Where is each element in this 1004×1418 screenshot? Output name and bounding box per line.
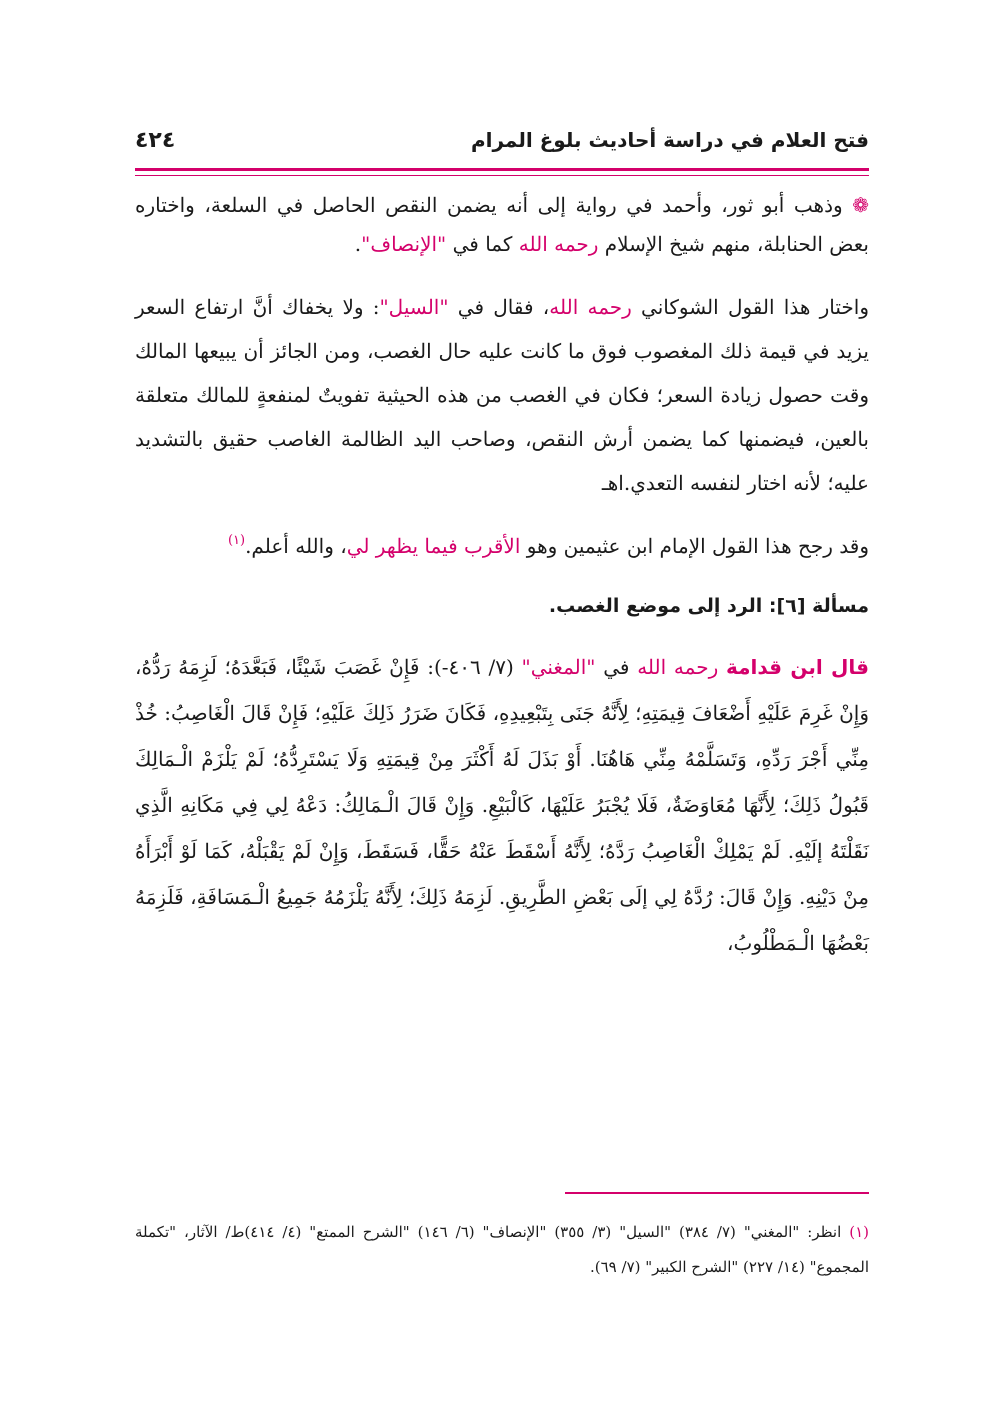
speaker-name: قال ابن قدامة	[725, 655, 870, 679]
issue-title: الرد إلى موضع الغصب.	[548, 595, 763, 617]
honorific: رحمه الله	[549, 295, 632, 319]
paragraph-text: وقد رجح هذا القول الإمام ابن عثيمين وهو	[526, 534, 869, 558]
main-text	[135, 186, 869, 966]
honorific: رحمه الله	[637, 655, 719, 679]
quoted-text: : فَإِنْ غَصَبَ شَيْئًا، فَبَعَّدَهُ؛ لَزِمَهُ رَدُّهُ، وَإِنْ غَرِمَ عَلَيْهِ أَضْعَافَ قِيمَتِهِ؛ لِأَنَّهُ جَنَى بِتَبْعِيدِهِ، فَكَانَ ضَرَرُ ذَلِكَ عَلَيْهِ؛ فَإِنْ قَالَ الْغَاصِبُ: خُذْ مِنِّي أَجْرَ رَدِّهِ، وَتَسَلَّمْهُ مِنِّي هَاهُنَا. أَوْ بَذَلَ لَهُ أَكْثَرَ مِنْ قِيمَتِهِ وَلَا يَسْتَرِدُّهُ؛ لَمْ يَلْزَمْ الْـمَالِكَ قَبُولُ ذَلِكَ؛ لِأَنَّهَا مُعَاوَضَةٌ، فَلَا يُجْبَرُ عَلَيْهَا، كَالْبَيْعِ. وَإِنْ قَالَ الْـمَالِكُ: دَعْهُ لِي فِي مَكَانِهِ الَّذِي نَقَلْتَهُ إلَيْهِ. لَمْ يَمْلِكْ الْغَاصِبُ رَدَّهُ؛ لِأَنَّهُ أَسْقَطَ عَنْهُ حَقًّا، فَسَقَطَ، وَإِنْ لَمْ يَقْبَلْهُ، كَمَا لَوْ أَبْرَأَهُ مِنْ دَيْنِهِ. وَإِنْ قَالَ: رُدَّهُ لِي إلَى بَعْضِ الطَّرِيقِ. لَزِمَهُ ذَلِكَ؛ لِأَنَّهُ يَلْزَمُهُ جَمِيعُ الْـمَسَافَةِ، فَلَزِمَهُ بَعْضُهَا الْـمَطْلُوبُ،	[135, 655, 869, 955]
running-header	[135, 128, 869, 168]
paragraph-text: كما في	[452, 232, 513, 256]
citation: (٧/ ٤٠٦-)	[433, 655, 514, 679]
paragraph-1	[135, 186, 869, 264]
paragraph-text: ، فقال في	[457, 295, 550, 319]
paragraph-text: : ولا يخفاك أنَّ ارتفاع السعر يزيد في قيمة ذلك المغصوب فوق ما كانت عليه حال الغصب، ومن الجائز أن يبيعها المالك وقت حصول زيادة السعر؛ فكان في الغصب من هذه الحيثية تفويتٌ لمنفعةٍ للمالك متعلقة بالعين، فيضمنها كما يضمن أرش النقص، وصاحب اليد الظالمة الغاصب حقيق بالتشديد عليه؛ لأنه اختار لنفسه التعدي.اهـ	[135, 295, 869, 495]
paragraph-3	[135, 521, 869, 566]
footnote-number: (١)	[849, 1223, 869, 1241]
header-rule	[135, 168, 869, 171]
footnote-marker[interactable]: (١)	[227, 533, 246, 548]
highlighted-phrase: الأقرب فيما يظهر لي	[346, 534, 521, 558]
paragraph-2	[135, 285, 869, 505]
paragraph-4	[135, 644, 869, 966]
header-rule-thin	[135, 175, 869, 176]
issue-label: مسألة [٦]:	[768, 595, 869, 617]
reference-title: "المغني"	[521, 655, 596, 679]
paragraph-text: وذهب أبو ثور، وأحمد في رواية إلى أنه يضمن النقص الحاصل في السلعة، واختاره بعض الحنابلة، منهم شيخ الإسلام	[135, 193, 869, 256]
book-title: فتح العلام في دراسة أحاديث بلوغ المرام	[470, 128, 869, 152]
footnote-text: انظر: "المغني" (٧/ ٣٨٤) "السيل" (٣/ ٣٥٥) "الإنصاف" (٦/ ١٤٦) "الشرح الممتع" (٤/ ٤١٤)ط/ الآثار، "تكملة المجموع" (١٤/ ٢٢٧) "الشرح الكبير" (٧/ ٦٩).	[135, 1223, 869, 1276]
footnote	[135, 1215, 869, 1285]
footnote-rule	[565, 1192, 869, 1194]
page-number: ٤٢٤	[135, 128, 176, 153]
reference-title: "الإنصاف"	[361, 232, 447, 256]
paragraph-text: ، والله أعلم.	[245, 534, 347, 558]
flower-ornament-icon: ❁	[852, 193, 870, 217]
reference-title: "السيل"	[379, 295, 449, 319]
paragraph-text: واختار هذا القول الشوكاني	[641, 295, 869, 319]
issue-heading	[135, 586, 869, 626]
punctuation: .	[354, 232, 362, 256]
paragraph-text: في	[603, 655, 630, 679]
honorific: رحمه الله	[518, 232, 599, 256]
